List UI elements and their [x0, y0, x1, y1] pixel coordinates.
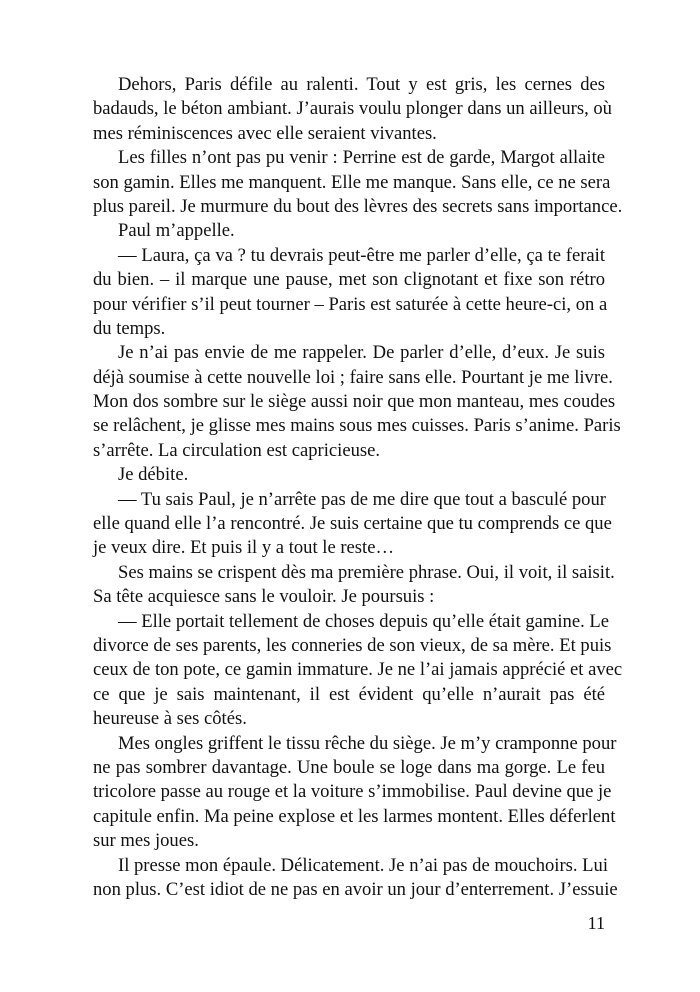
body-text [93, 73, 623, 902]
text-line: Mon dos sombre sur le siège aussi noir que mon manteau, mes coudes [93, 391, 616, 413]
text-line: Sa tête acquiesce sans le vouloir. Je poursuis : [93, 586, 435, 608]
text-line: je veux dire. Et puis il y a tout le reste… [93, 537, 395, 559]
text-line: Je n’ai pas envie de me rappeler. De parler d’elle, d’eux. Je suis [118, 342, 605, 364]
text-line: sur mes joues. [93, 830, 199, 852]
text-line: déjà soumise à cette nouvelle loi ; faire sans elle. Pourtant je me livre. [93, 366, 613, 388]
text-line: — Laura, ça va ? tu devrais peut-être me parler d’elle, ça te ferait [118, 244, 605, 266]
text-line: Je débite. [118, 464, 189, 486]
text-line: heureuse à ses côtés. [93, 708, 247, 730]
text-line: du bien. – il marque une pause, met son clignotant et fixe son rétro [93, 269, 605, 291]
text-line: ceux de ton pote, ce gamin immature. Je ne l’ai jamais apprécié et avec [93, 659, 623, 681]
text-line: tricolore passe au rouge et la voiture s’immobilise. Paul devine que je [93, 781, 612, 803]
text-line: Les filles n’ont pas pu venir : Perrine est de garde, Margot allaite [118, 147, 605, 169]
text-line: du temps. [93, 317, 166, 339]
text-line: ce que je sais maintenant, il est évident qu’elle n’aurait pas été [93, 683, 605, 705]
text-line: mes réminiscences avec elle seraient vivantes. [93, 122, 437, 144]
text-line: Mes ongles griffent le tissu rêche du siège. Je m’y cramponne pour [118, 732, 617, 754]
text-line: plus pareil. Je murmure du bout des lèvres des secrets sans importance. [93, 195, 623, 217]
text-line: elle quand elle l’a rencontré. Je suis certaine que tu comprends ce que [93, 513, 612, 535]
text-line: Ses mains se crispent dès ma première phrase. Oui, il voit, il saisit. [118, 561, 615, 583]
text-line: se relâchent, je glisse mes mains sous mes cuisses. Paris s’anime. Paris [93, 415, 621, 437]
text-line: Paul m’appelle. [118, 220, 235, 242]
text-line: ne pas sombrer davantage. Une boule se loge dans ma gorge. Le feu [93, 756, 605, 778]
text-line: s’arrête. La circulation est capricieuse. [93, 439, 381, 461]
page-number: 11 [587, 913, 605, 933]
text-line: capitule enfin. Ma peine explose et les larmes montent. Elles déferlent [93, 805, 616, 827]
text-line: son gamin. Elles me manquent. Elle me manque. Sans elle, ce ne sera [93, 171, 611, 193]
text-line: Il presse mon épaule. Délicatement. Je n’ai pas de mouchoirs. Lui [118, 854, 608, 876]
text-line: non plus. C’est idiot de ne pas en avoir un jour d’enterrement. J’essuie [93, 878, 618, 900]
text-line: — Tu sais Paul, je n’arrête pas de me dire que tout a basculé pour [118, 488, 606, 510]
text-line: pour vérifier s’il peut tourner – Paris est saturée à cette heure-ci, on a [93, 293, 608, 315]
text-line: badauds, le béton ambiant. J’aurais voulu plonger dans un ailleurs, où [93, 98, 612, 120]
text-line: divorce de ses parents, les conneries de son vieux, de sa mère. Et puis [93, 634, 612, 656]
text-line: Dehors, Paris défile au ralenti. Tout y est gris, les cernes des [118, 74, 605, 95]
text-line: — Elle portait tellement de choses depuis qu’elle était gamine. Le [118, 610, 610, 632]
